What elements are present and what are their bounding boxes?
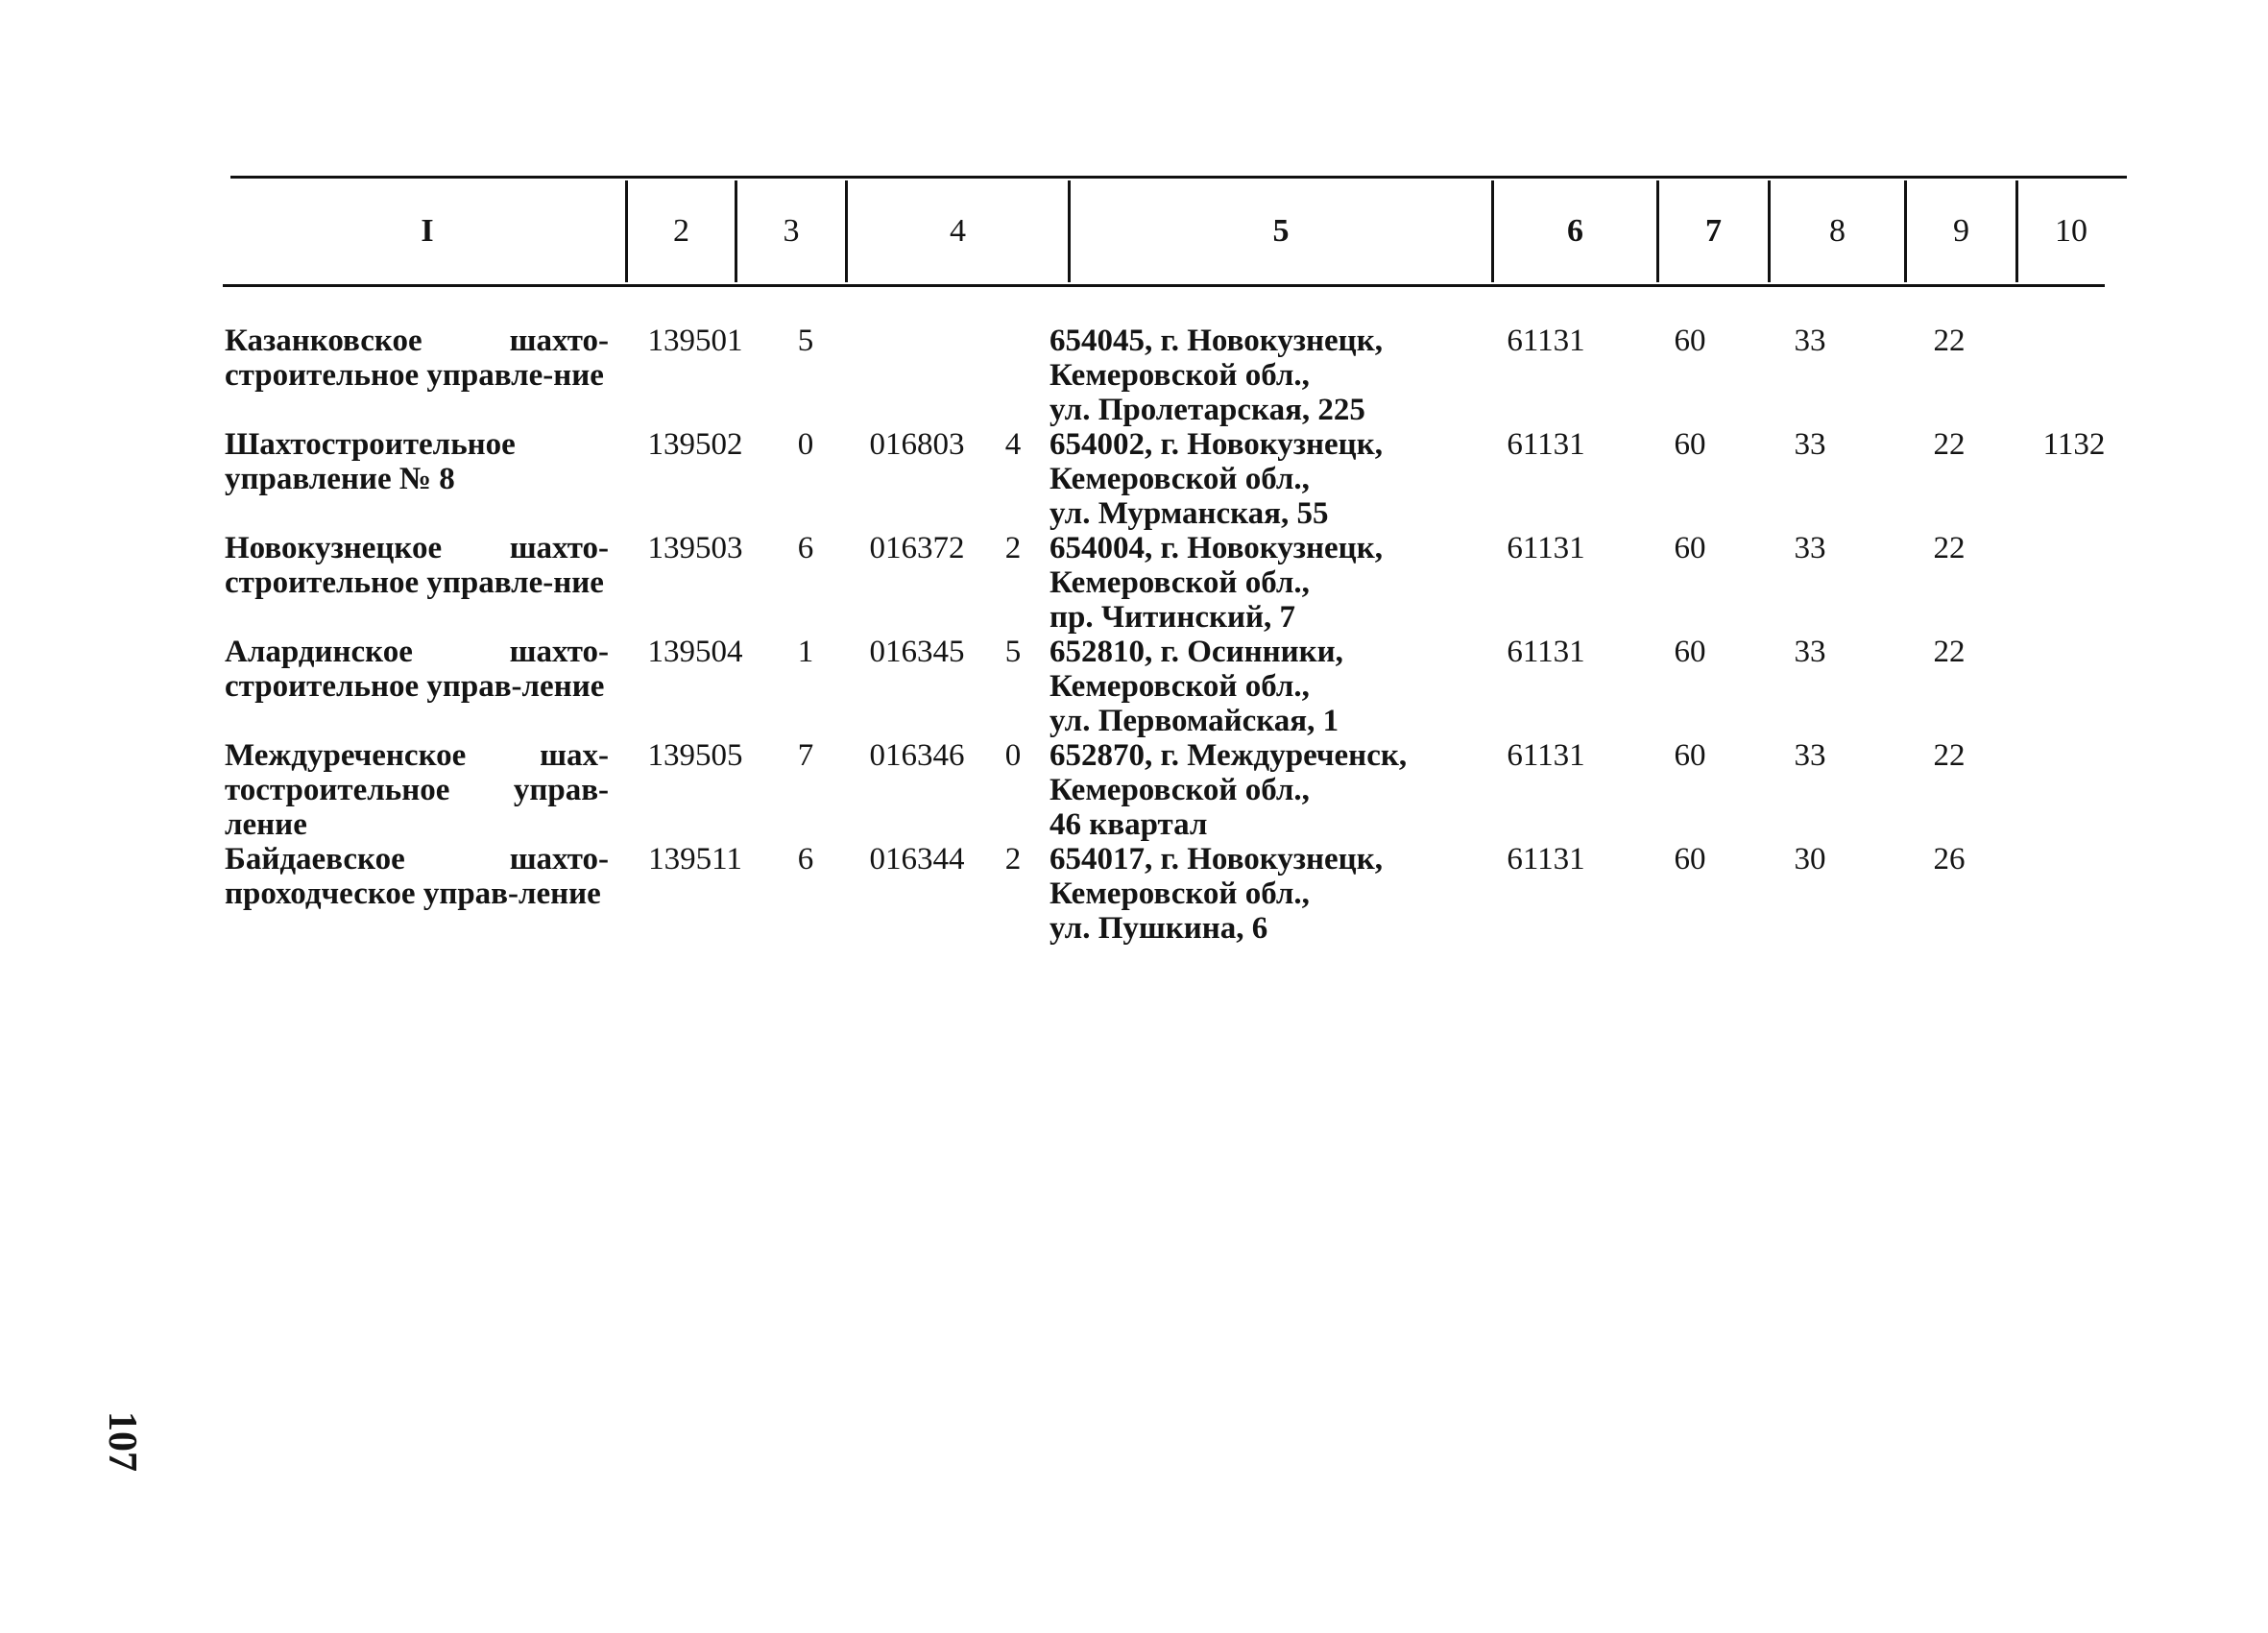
code-col-3: 0 (797, 427, 814, 462)
organization-name: Новокузнецкое шахто-строительное управле-ние (225, 531, 609, 600)
code-col-3: 7 (797, 738, 814, 773)
code-col-3: 1 (797, 635, 814, 669)
address-line: 654004, г. Новокузнецк, (1050, 531, 1383, 565)
code-col-8: 33 (1794, 427, 1826, 462)
code-col-6: 61131 (1507, 324, 1585, 358)
code-col-6: 61131 (1507, 427, 1585, 462)
code-col-10: 1132 (2042, 427, 2106, 462)
code-col-4: 016346 (869, 738, 965, 773)
address-line: ул. Мурманская, 55 (1050, 496, 1329, 531)
address (1050, 531, 1491, 635)
header-col-4: 4 (950, 213, 966, 249)
code-col-4-check: 0 (1004, 738, 1022, 773)
address-line: 652870, г. Междуреченск, (1050, 738, 1408, 773)
code-col-6: 61131 (1507, 842, 1585, 877)
header-col-1: I (421, 213, 434, 249)
code-col-8: 33 (1794, 738, 1826, 773)
code-col-8: 33 (1794, 635, 1826, 669)
code-col-4: 016344 (869, 842, 965, 877)
code-col-6: 61131 (1507, 635, 1585, 669)
header-col-7: 7 (1705, 213, 1722, 249)
address-line: пр. Читинский, 7 (1050, 600, 1296, 635)
code-col-9: 26 (1933, 842, 1966, 877)
address-line: 654045, г. Новокузнецк, (1050, 324, 1383, 358)
address-line: Кемеровской обл., (1050, 669, 1310, 704)
table-top-rule (230, 176, 2127, 179)
address-line: 46 квартал (1050, 807, 1208, 842)
code-col-4-check: 5 (1004, 635, 1022, 669)
address (1050, 427, 1491, 531)
code-col-3: 6 (797, 531, 814, 565)
address-line: 654002, г. Новокузнецк, (1050, 427, 1383, 462)
header-col-6: 6 (1567, 213, 1583, 249)
code-col-4-check: 2 (1004, 531, 1022, 565)
code-col-3: 5 (797, 324, 814, 358)
table-header-rule (223, 284, 2105, 287)
address-line: Кемеровской обл., (1050, 565, 1310, 600)
code-col-7: 60 (1674, 324, 1706, 358)
code-col-7: 60 (1674, 427, 1706, 462)
code-col-2: 139511 (648, 842, 742, 877)
address (1050, 324, 1491, 427)
code-col-7: 60 (1674, 531, 1706, 565)
header-col-3: 3 (783, 213, 800, 249)
code-col-4-check: 2 (1004, 842, 1022, 877)
header-col-9: 9 (1953, 213, 1969, 249)
code-col-8: 30 (1794, 842, 1826, 877)
address-line: Кемеровской обл., (1050, 462, 1310, 496)
code-col-9: 22 (1933, 427, 1966, 462)
code-col-8: 33 (1794, 324, 1826, 358)
code-col-2: 139505 (647, 738, 743, 773)
address-line: ул. Пушкина, 6 (1050, 911, 1268, 946)
code-col-7: 60 (1674, 738, 1706, 773)
address-line: Кемеровской обл., (1050, 877, 1310, 911)
organization-name: Казанковское шахто-строительное управле-ние (225, 324, 609, 393)
code-col-4: 016345 (869, 635, 965, 669)
header-col-2: 2 (673, 213, 689, 249)
organization-name: Байдаевское шахто-проходческое управ-ление (225, 842, 609, 911)
code-col-8: 33 (1794, 531, 1826, 565)
code-col-9: 22 (1933, 324, 1966, 358)
code-col-6: 61131 (1507, 531, 1585, 565)
address-line: 654017, г. Новокузнецк, (1050, 842, 1383, 877)
address-line: Кемеровской обл., (1050, 773, 1310, 807)
code-col-4: 016803 (869, 427, 965, 462)
page-number: 107 (100, 1411, 144, 1472)
code-col-9: 22 (1933, 635, 1966, 669)
address (1050, 842, 1491, 946)
code-col-2: 139503 (647, 531, 743, 565)
header-col-10: 10 (2055, 213, 2087, 249)
code-col-6: 61131 (1507, 738, 1585, 773)
code-col-9: 22 (1933, 738, 1966, 773)
address (1050, 635, 1491, 738)
header-col-5: 5 (1272, 213, 1290, 249)
code-col-3: 6 (797, 842, 814, 877)
code-col-2: 139504 (647, 635, 743, 669)
address-line: ул. Первомайская, 1 (1050, 704, 1339, 738)
organization-name: Шахтостроительное управление № 8 (225, 427, 516, 496)
header-col-8: 8 (1829, 213, 1846, 249)
address-line: Кемеровской обл., (1050, 358, 1310, 393)
code-col-9: 22 (1933, 531, 1966, 565)
address-line: ул. Пролетарская, 225 (1050, 393, 1365, 427)
organization-name: Междуреченское шах-тостроительное управ-ление (225, 738, 609, 842)
address-line: 652810, г. Осинники, (1050, 635, 1343, 669)
code-col-7: 60 (1674, 842, 1706, 877)
code-col-4-check: 4 (1004, 427, 1022, 462)
code-col-7: 60 (1674, 635, 1706, 669)
code-col-2: 139501 (647, 324, 743, 358)
code-col-2: 139502 (647, 427, 743, 462)
organization-name: Алардинское шахто-строительное управ-ление (225, 635, 609, 704)
address (1050, 738, 1491, 842)
code-col-4: 016372 (869, 531, 965, 565)
